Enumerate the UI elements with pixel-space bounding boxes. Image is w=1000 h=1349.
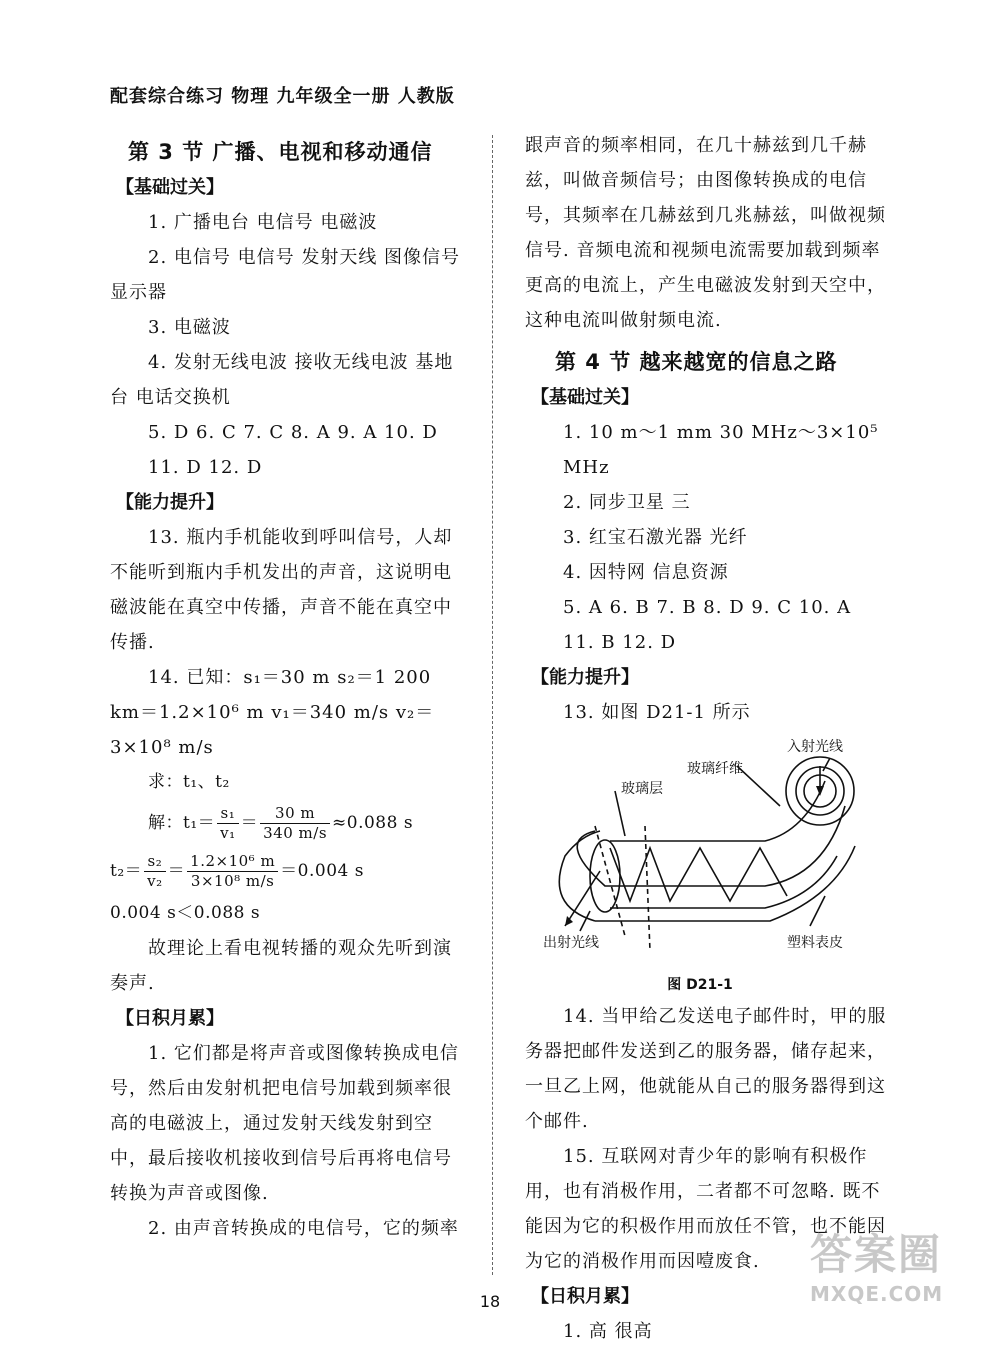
denominator: v₂ [147, 872, 163, 890]
fraction [144, 852, 166, 891]
section-title-3: 第 3 节 广播、电视和移动通信 [128, 140, 433, 164]
answer-line: 1. 10 m～1 mm 30 MHz～3×10⁵ MHz [563, 422, 879, 478]
answer-line: 2. 同步卫星 三 [563, 492, 691, 513]
answer-daily-2-cont: 跟声音的频率相同，在几十赫兹到几千赫兹，叫做音频信号；由图像转换成的电信号，其频率在几赫兹到几兆赫兹，叫做视频信号. 音频电流和视频电流需要加载到频率更高的电流上，产生电磁波发射到天空中，这种电流叫做射频电流. [525, 135, 886, 331]
answer-line: 11. D 12. D [148, 457, 263, 478]
fraction [260, 804, 330, 843]
answer-daily-1: 1. 高 很高 [563, 1321, 653, 1342]
tag-ability: 【能力提升】 [531, 667, 639, 688]
numerator: s₂ [144, 852, 166, 872]
formula-eq: ＝ [167, 861, 186, 881]
tag-basic: 【基础过关】 [116, 177, 224, 198]
leader-plastic [810, 896, 825, 926]
answer-q14-compare: 0.004 s＜0.088 s [110, 903, 261, 923]
label-plastic: 塑料表皮 [787, 935, 843, 951]
answer-line: 11. B 12. D [563, 632, 677, 653]
answer-line: 4. 发射无线电波 接收无线电波 基地台 电话交换机 [110, 352, 454, 408]
leader-exit [580, 911, 590, 931]
formula-prefix: 解：t₁＝ [148, 813, 216, 833]
formula-result: ≈0.088 s [332, 813, 414, 833]
tag-daily: 【日积月累】 [531, 1286, 639, 1307]
formula-result: ＝0.004 s [280, 861, 364, 881]
answer-q15: 15. 互联网对青少年的影响有积极作用，也有消极作用，二者都不可忽略. 既不能因为它的积极作用而放任不管，也不能因为它的消极作用而因噎废食. [525, 1146, 886, 1272]
label-exit: 出射光线 [543, 935, 599, 951]
page-header: 配套综合练习 物理 九年级全一册 人教版 [110, 86, 455, 107]
light-zigzag-path [610, 848, 787, 901]
answer-q14: 14. 当甲给乙发送电子邮件时，甲的服务器把邮件发送到乙的服务器，储存起来，一旦乙上网，他就能从自己的服务器得到这个邮件. [525, 1006, 887, 1132]
arrow-incident [816, 786, 824, 796]
watermark-line1: 答案圈 [810, 1230, 943, 1279]
answer-q14-solution-2 [110, 846, 465, 896]
tag-ability: 【能力提升】 [116, 492, 224, 513]
answer-line: 1. 广播电台 电信号 电磁波 [148, 212, 378, 233]
exit-ray [565, 871, 600, 926]
formula-prefix: t₂＝ [110, 861, 143, 881]
answer-q13: 13. 瓶内手机能收到呼叫信号，人却不能听到瓶内手机发出的声音，这说明电磁波能在真空中传播，声音不能在真空中传播. [110, 527, 453, 653]
watermark-line2: MXQE.COM [810, 1282, 944, 1306]
tag-basic: 【基础过关】 [531, 387, 639, 408]
answer-line: 3. 红宝石激光器 光纤 [563, 527, 748, 548]
fraction [187, 852, 278, 891]
answer-line: 2. 电信号 电信号 发射天线 图像信号 显示器 [110, 247, 461, 303]
numerator: s₁ [217, 804, 239, 824]
column-divider [492, 135, 493, 1275]
denominator: 340 m/s [263, 824, 328, 842]
leader-fiber [737, 766, 780, 806]
answer-line: 5. D 6. C 7. C 8. A 9. A 10. D [148, 422, 438, 443]
formula-eq: ＝ [240, 813, 259, 833]
tag-daily: 【日积月累】 [116, 1008, 224, 1029]
label-fiber: 玻璃纤维 [687, 761, 743, 777]
numerator: 1.2×10⁶ m [187, 852, 278, 872]
label-incident: 入射光线 [787, 739, 843, 755]
fraction [217, 804, 239, 843]
figure-caption: 图 D21-1 [667, 977, 733, 993]
numerator: 30 m [260, 804, 330, 824]
fiber-outer-top [577, 806, 845, 886]
arrow-exit [565, 916, 573, 926]
left-column [110, 128, 465, 1246]
denominator: v₁ [220, 824, 236, 842]
answer-q14-find: 求：t₁、t₂ [148, 772, 230, 792]
answer-daily-2-start: 2. 由声音转换成的电信号，它的频率 [148, 1218, 459, 1239]
answer-line: 3. 电磁波 [148, 317, 231, 338]
page-number: 18 [479, 1292, 501, 1311]
dashed-guide [645, 826, 650, 951]
label-glass: 玻璃层 [621, 781, 663, 797]
right-column [525, 128, 895, 1349]
answer-q14-given: 14. 已知：s₁＝30 m s₂＝1 200 km＝1.2×10⁶ m v₁＝340 m/s v₂＝3×10⁸ m/s [110, 667, 435, 758]
answer-q14-conclusion: 故理论上看电视转播的观众先听到演奏声. [110, 938, 452, 994]
answer-line: 4. 因特网 信息资源 [563, 562, 729, 583]
watermark-logo [810, 1222, 980, 1332]
section-title-4: 第 4 节 越来越宽的信息之路 [555, 350, 838, 374]
optical-fiber-figure [525, 736, 895, 971]
answer-daily-1: 1. 它们都是将声音或图像转换成电信号，然后由发射机把电信号加载到频率很高的电磁波上，通过发射天线发射到空中，最后接收机接收到信号后再将电信号转换为声音或图像. [110, 1043, 459, 1204]
denominator: 3×10⁸ m/s [190, 872, 275, 890]
answer-q14-solution-1 [110, 800, 465, 846]
answer-line: 5. A 6. B 7. B 8. D 9. C 10. A [563, 597, 852, 618]
answer-q13: 13. 如图 D21-1 所示 [563, 702, 751, 723]
